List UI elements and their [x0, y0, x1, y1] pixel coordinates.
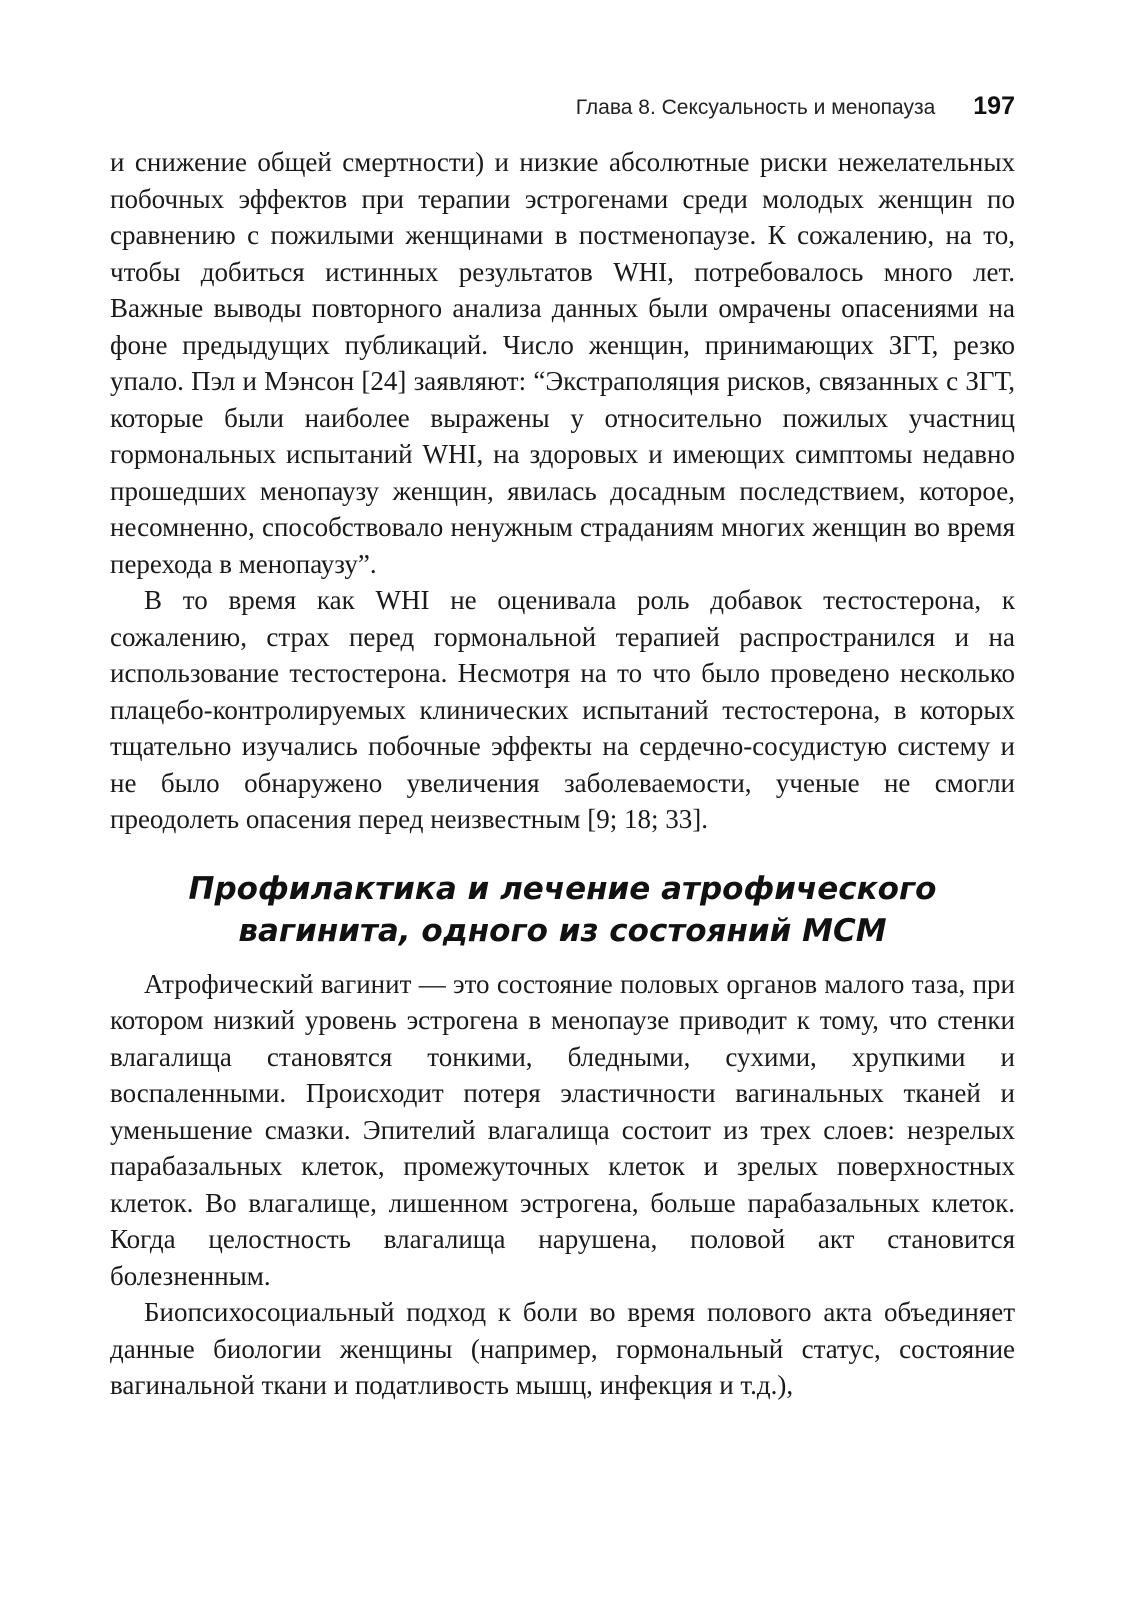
page-number: 197 [973, 92, 1015, 120]
book-page [110, 92, 1015, 1404]
section-heading [110, 868, 1015, 952]
running-header [110, 92, 1015, 144]
paragraph-biopsychosocial: Биопсихосоциальный подход к боли во время полового акта объединяет данные биологии женщины (например, гормональный статус, состояние вагинальной ткани и податливость мышц, инфекция и т.д.), [110, 1297, 1015, 1400]
paragraph-atrophic-vaginitis: Атрофический вагинит — это состояние половых органов малого таза, при котором низкий уровень эстрогена в менопаузе приводит к тому, что стенки влагалища становятся тонкими, бледными, сухими, хрупкими и воспаленными. Происходит потеря эластичности вагинальных тканей и уменьшение смазки. Эпителий влагалища состоит из трех слоев: незрелых парабазальных клеток, промежуточных клеток и зрелых поверхностных клеток. Во влагалище, лишенном эстрогена, больше парабазальных клеток. Когда целостность влагалища нарушена, половой акт становится болезненным. [110, 968, 1015, 1291]
section-heading-line-2: вагинита, одного из состояний МСМ [238, 912, 887, 949]
paragraph-testosterone: В то время как WHI не оценивала роль добавок тестостерона, к сожалению, страх перед гормональной терапией распространился и на использование тестостерона. Несмотря на то что было проведено несколько плацебо-контролируемых клинических испытаний тестостерона, в которых тщательно изучались побочные эффекты на сердечно-сосудистую систему и не было обнаружено увеличения заболеваемости, ученые не смогли преодолеть опасения перед неизвестным [9; 18; 33]. [110, 585, 1015, 834]
chapter-title: Глава 8. Сексуальность и менопауза [575, 96, 936, 119]
body-text [110, 144, 1015, 1404]
paragraph-continued: и снижение общей смертности) и низкие абсолютные риски нежелательных побочных эффектов при терапии эстрогенами среди молодых женщин по сравнению с пожилыми женщинами в постменопаузе. К сожалению, на то, чтобы добиться истинных результатов WHI, потребовалось много лет. Важные выводы повторного анализа данных были омрачены опасениями на фоне предыдущих публикаций. Число женщин, принимающих ЗГТ, резко упало. Пэл и Мэнсон [24] заявляют: “Экстраполяция рисков, связанных с ЗГТ, которые были наиболее выражены у относительно пожилых участниц гормональных испытаний WHI, на здоровых и имеющих симптомы недавно прошедших менопаузу женщин, явилась досадным последствием, которое, несомненно, способствовало ненужным страданиям многих женщин во время перехода в менопаузу”. [110, 147, 1015, 579]
section-heading-line-1: Профилактика и лечение атрофического [188, 870, 937, 907]
